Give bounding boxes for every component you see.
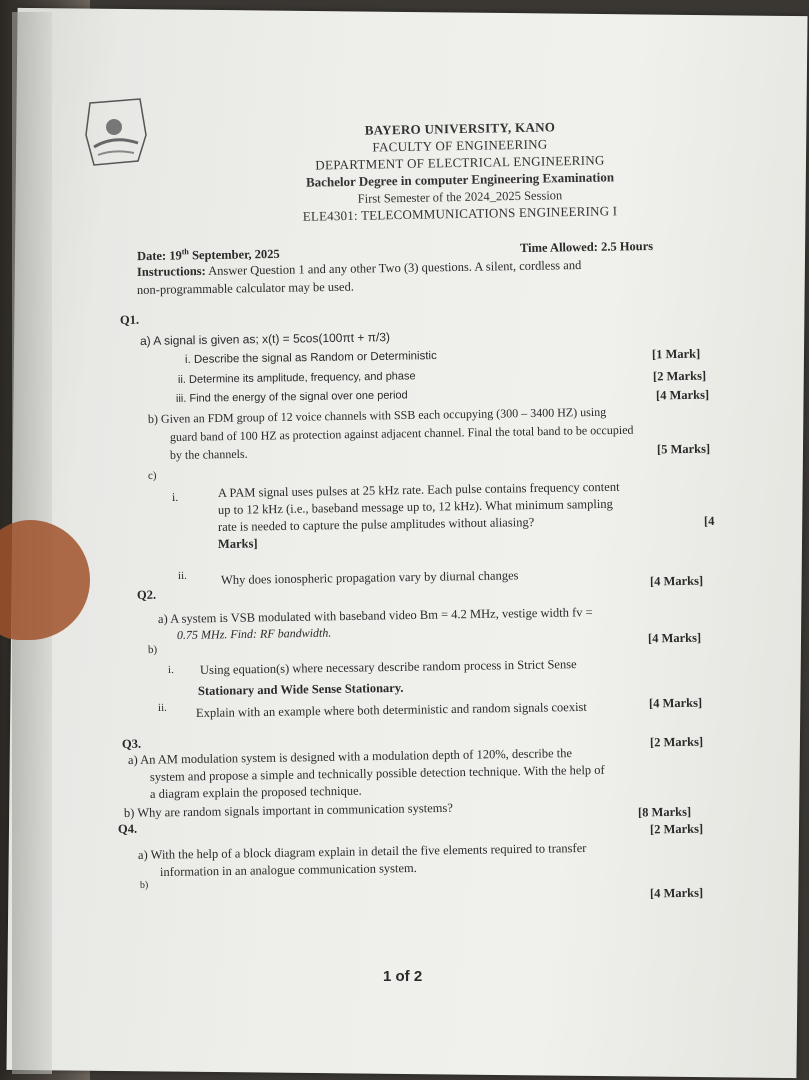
q3-b-marks: [2 Marks] xyxy=(649,821,704,837)
q1-c-label: c) xyxy=(147,469,157,482)
q1-b-line3: by the channels. xyxy=(169,446,248,462)
q1-c-ii: Why does ionospheric propagation vary by diurnal changes xyxy=(220,568,519,587)
date-sup: th xyxy=(181,247,189,257)
q2-a-line1: a) A system is VSB modulated with baseband video Bm = 4.2 MHz, vestige width fv = xyxy=(157,605,593,626)
q2-b-i-marks: [4 Marks] xyxy=(648,695,703,711)
session: First Semester of the 2024_2025 Session xyxy=(357,188,563,206)
q1-c-ii-num: ii. xyxy=(177,569,187,582)
date-label: Date: 19 xyxy=(136,248,182,264)
q2-b-i-num: i. xyxy=(167,663,174,676)
q1-c-i-marks-start: [4 xyxy=(703,513,715,529)
q4-a-line2: information in an analogue communication system. xyxy=(159,860,417,879)
q1-a-ii-marks: [2 Marks] xyxy=(652,368,707,384)
university-name: BAYERO UNIVERSITY, KANO xyxy=(364,119,556,138)
q1-c-i-num: i. xyxy=(171,489,179,504)
q2-b-label: b) xyxy=(147,643,158,656)
q1-c-i-line2: up to 12 kHz (i.e., baseband message up to, 12 kHz). What minimum sampling xyxy=(217,496,613,517)
q1-a: a) A signal is given as; x(t) = 5cos(100πt + π/3) xyxy=(139,330,391,348)
course-title: ELE4301: TELECOMMUNICATIONS ENGINEERING I xyxy=(302,203,618,224)
q1-b-marks: [5 Marks] xyxy=(656,441,711,457)
instructions-line2: non-programmable calculator may be used. xyxy=(136,279,355,297)
q1-label: Q1. xyxy=(119,312,140,327)
q1-b-line2: guard band of 100 HZ as protection against adjacent channel. Final the total band to be occupied xyxy=(169,422,634,444)
page-number: 1 of 2 xyxy=(383,968,423,985)
instructions-label: Instructions: xyxy=(136,263,206,279)
q2-b-i-line1 xyxy=(200,657,577,678)
q3-a-line1: a) An AM modulation system is designed with a modulation depth of 120%, describe the xyxy=(127,746,573,767)
time-allowed: Time Allowed: 2.5 Hours xyxy=(519,238,654,256)
q3-a-line3: a diagram explain the proposed technique. xyxy=(149,783,362,801)
q3-a-line2: system and propose a simple and technically possible detection technique. With the help of xyxy=(149,762,605,784)
q2-label: Q2. xyxy=(136,587,157,602)
q1-a-i: i. Describe the signal as Random or Deterministic xyxy=(184,350,437,366)
q1-a-iii: iii. Find the energy of the signal over one period xyxy=(175,389,408,405)
q3-b: b) Why are random signals important in communication systems? xyxy=(123,800,453,820)
q2-b-ii-num: ii. xyxy=(157,701,167,714)
q1-c-i-line1: A PAM signal uses pulses at 25 kHz rate. Each pulse contains frequency content xyxy=(217,479,620,500)
q1-a-ii: ii. Determine its amplitude, frequency, and phase xyxy=(177,370,416,386)
date-rest: September, 2025 xyxy=(188,246,280,263)
q3-label: Q3. xyxy=(121,736,142,751)
q4-a-line1: a) With the help of a block diagram explain in detail the five elements required to transfer xyxy=(137,840,587,862)
q1-a-i-marks: [1 Mark] xyxy=(651,346,701,362)
instructions-line1: Answer Question 1 and any other Two (3) questions. A silent, cordless and xyxy=(205,258,582,278)
q3-a-marks: [8 Marks] xyxy=(637,804,692,820)
faculty-name: FACULTY OF ENGINEERING xyxy=(372,136,548,155)
university-logo-icon xyxy=(80,95,150,169)
q1-c-i-line3: rate is needed to capture the pulse amplitudes without aliasing? xyxy=(217,515,535,534)
q2-a-line2: 0.75 MHz. Find: RF bandwidth. xyxy=(176,625,332,642)
q2-b-ii: Explain with an example where both deterministic and random signals coexist xyxy=(195,699,587,720)
degree-title: Bachelor Degree in computer Engineering Examination xyxy=(305,169,615,190)
q4-a-marks: [4 Marks] xyxy=(649,885,704,901)
q2-b-ii-marks: [2 Marks] xyxy=(649,734,704,750)
q2-b-i-line2: Stationary and Wide Sense Stationary. xyxy=(197,680,404,698)
q2-a-marks: [4 Marks] xyxy=(647,630,702,646)
department-name: DEPARTMENT OF ELECTRICAL ENGINEERING xyxy=(315,152,605,173)
q1-c-i-marks-end: Marks] xyxy=(217,536,258,551)
q1-b-line1: b) Given an FDM group of 12 voice channels with SSB each occupying (300 – 3400 HZ) using xyxy=(147,404,607,426)
q4-b-label: b) xyxy=(139,879,149,891)
q4-label: Q4. xyxy=(117,821,138,836)
q2-b-i-text: Using equation(s) where necessary describe random process in Strict Sense xyxy=(199,657,577,677)
q1-c-ii-marks: [4 Marks] xyxy=(649,573,704,589)
exam-date xyxy=(137,246,280,264)
q1-a-iii-marks: [4 Marks] xyxy=(655,387,710,403)
